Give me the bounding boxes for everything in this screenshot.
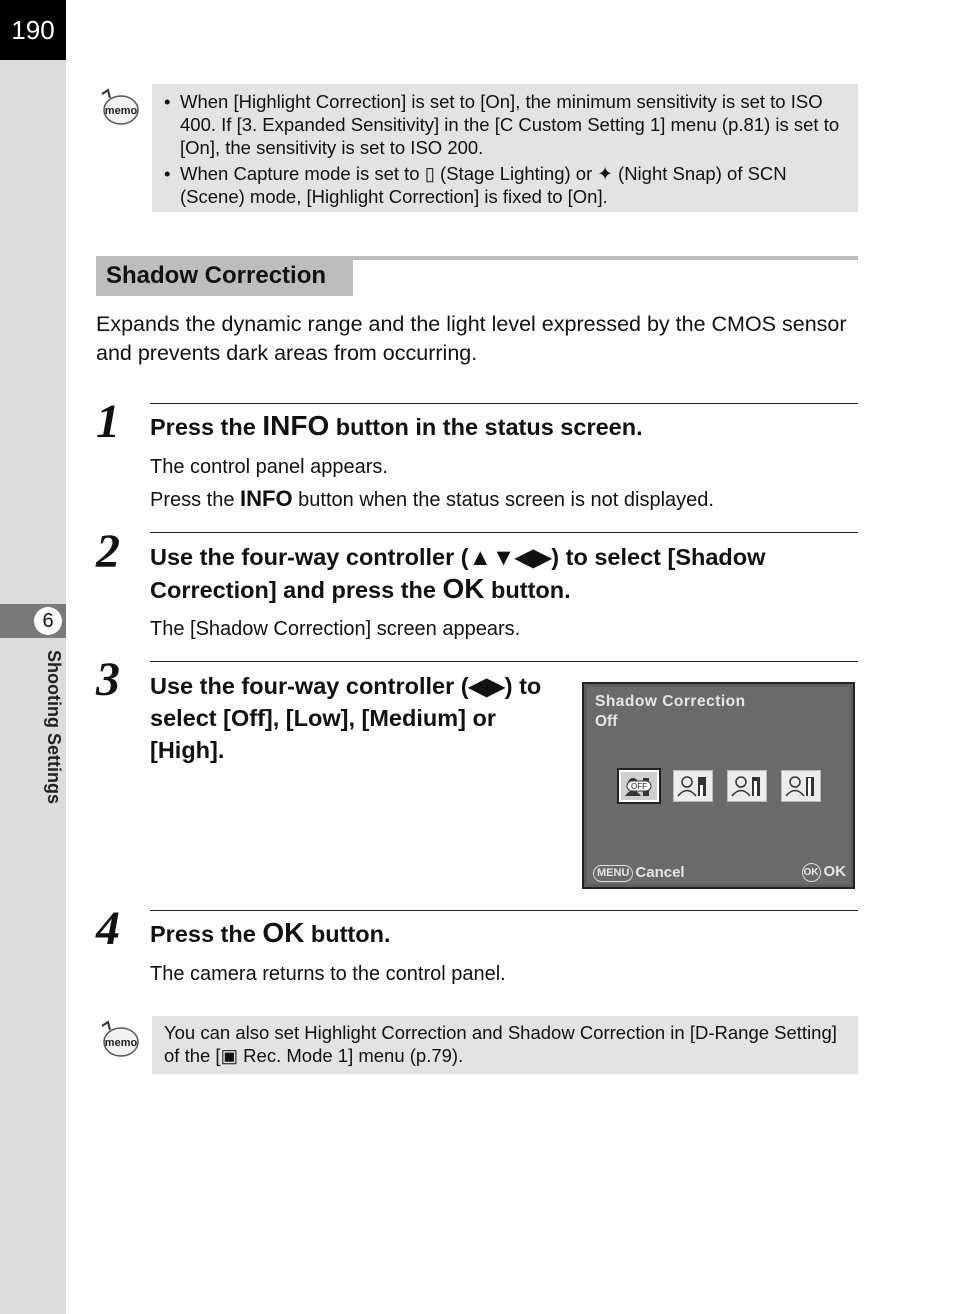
step-title: Press the OK button. — [150, 917, 391, 948]
memo-box-top — [152, 84, 858, 212]
step-number: 1 — [96, 395, 120, 448]
memo-icon — [98, 1020, 140, 1060]
svg-text:memo: memo — [104, 1037, 138, 1049]
svg-text:OFF: OFF — [631, 782, 647, 791]
step-text: Press the INFO button when the status screen is not displayed. — [150, 486, 714, 511]
camera-screen — [582, 682, 855, 889]
section-intro: Expands the dynamic range and the light level expressed by the CMOS sensor and prevents dark areas from occurring. — [96, 312, 847, 365]
shadow-option-off[interactable] — [619, 770, 659, 802]
step-rule — [150, 910, 858, 911]
section-title: Shadow Correction — [96, 256, 353, 296]
page-number: 190 — [0, 0, 66, 60]
step-title: Press the INFO button in the status screen. — [150, 410, 643, 441]
camera-cancel[interactable]: MENU Cancel — [593, 864, 685, 882]
svg-text:memo: memo — [104, 105, 138, 117]
memo-bullet: • When Capture mode is set to ▯ (Stage Lighting) or ✦ (Night Snap) of SCN (Scene) mode, [Highlight Correction] is fixed to [On]. — [164, 162, 848, 208]
shadow-medium-icon — [728, 771, 766, 801]
step-text: The [Shadow Correction] screen appears. — [150, 618, 521, 640]
step-title: Use the four-way controller (▲▼◀▶) to select [Shadow Correction] and press the OK button. — [150, 544, 766, 604]
camera-screen-value: Off — [595, 713, 618, 730]
step-title: Use the four-way controller (◀▶) to select [Off], [Low], [Medium] or [High]. — [150, 673, 542, 763]
step-number: 2 — [96, 525, 120, 578]
camera-ok[interactable]: OK OK — [803, 863, 846, 880]
step-text: The camera returns to the control panel. — [150, 963, 506, 985]
step-rule — [150, 403, 858, 404]
shadow-off-icon — [621, 772, 657, 800]
step-number: 4 — [96, 902, 120, 955]
shadow-option-high[interactable] — [781, 770, 821, 802]
step-number: 3 — [96, 653, 120, 706]
memo-icon — [98, 88, 140, 128]
memo-bullet: • When [Highlight Correction] is set to [On], the minimum sensitivity is set to ISO 400. If [3. Expanded Sensitivity] in the [C Custom Setting 1] menu (p.81) is set to [On], the sensitivity is set to ISO 200. — [164, 90, 848, 159]
ok-key-icon: OK — [802, 863, 821, 882]
shadow-high-icon — [782, 771, 820, 801]
step-rule — [150, 661, 858, 662]
shadow-option-low[interactable] — [673, 770, 713, 802]
shadow-option-medium[interactable] — [727, 770, 767, 802]
menu-key-icon: MENU — [593, 865, 633, 882]
camera-screen-inner — [587, 687, 850, 884]
chapter-number: 6 — [34, 607, 62, 635]
memo-box-bottom: You can also set Highlight Correction and Shadow Correction in [D-Range Setting] of the [▣ Rec. Mode 1] menu (p.79). — [152, 1016, 858, 1074]
step-rule — [150, 532, 858, 533]
shadow-low-icon — [674, 771, 712, 801]
chapter-label: Shooting Settings — [44, 650, 64, 804]
step-text: The control panel appears. — [150, 456, 388, 478]
camera-screen-title: Shadow Correction — [595, 693, 746, 710]
